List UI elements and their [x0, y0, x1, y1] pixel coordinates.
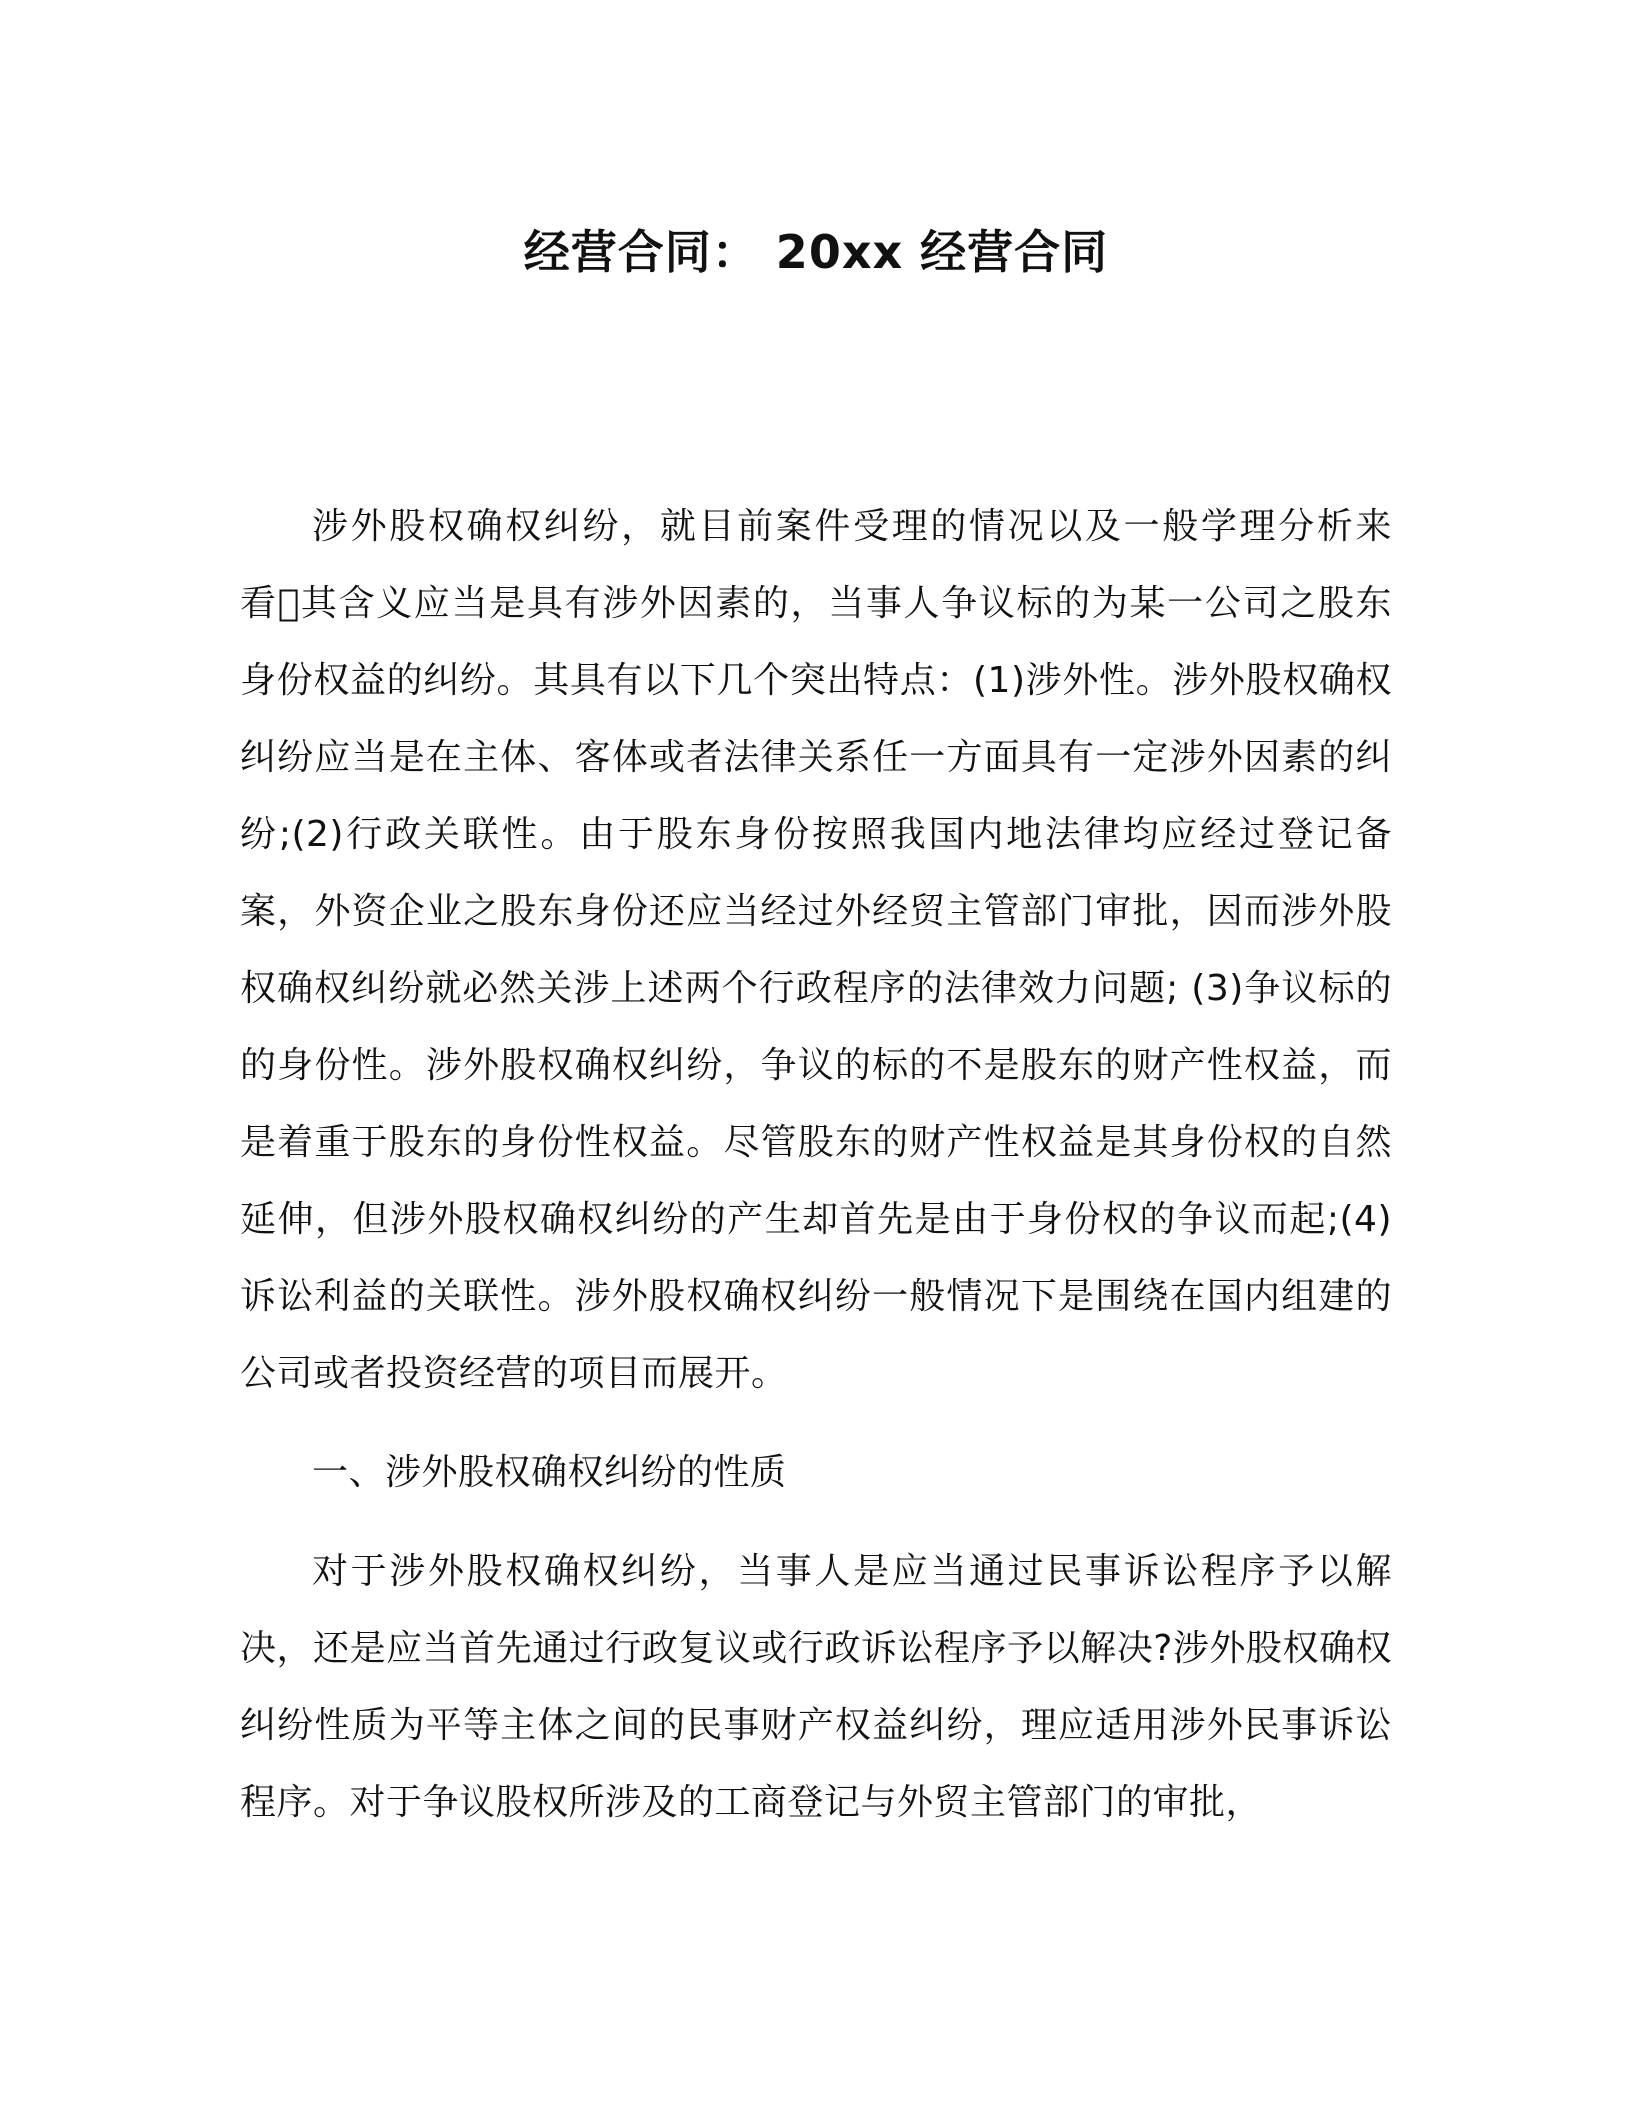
section-heading: 一、涉外股权确权纠纷的性质 [312, 1452, 787, 1493]
document-body [240, 488, 1392, 1841]
paragraph-intro: 涉外股权确权纠纷，就目前案件受理的情况以及一般学理分析来看 其含义应当是具有涉外因素的，当事人争议标的为某一公司之股东身份权益的纠纷。其具有以下几个突出特点：(1)涉外性。涉外股权确权纠纷应当是在主体、客体或者法律关系任一方面具有一定涉外因素的纠纷;(2)行政关联性。由于股东身份按照我国内地法律均应经过登记备案，外资企业之股东身份还应当经过外经贸主管部门审批，因而涉外股权确权纠纷就必然关涉上述两个行政程序的法律效力问题; (3)争议标的的身份性。涉外股权确权纠纷，争议的标的不是股东的财产性权益，而是着重于股东的身份性权益。尽管股东的财产性权益是其身份权的自然延伸，但涉外股权确权纠纷的产生却首先是由于身份权的争议而起;(4)诉讼利益的关联性。涉外股权确权纠纷一般情况下是围绕在国内组建的公司或者投资经营的项目而展开。 [240, 506, 1392, 1394]
document-title: 经营合同： 20xx 经营合同 [523, 225, 1109, 279]
paragraph-nature: 对于涉外股权确权纠纷，当事人是应当通过民事诉讼程序予以解决，还是应当首先通过行政复议或行政诉讼程序予以解决?涉外股权确权纠纷性质为平等主体之间的民事财产权益纠纷，理应适用涉外民事诉讼程序。对于争议股权所涉及的工商登记与外贸主管部门的审批， [240, 1551, 1392, 1823]
